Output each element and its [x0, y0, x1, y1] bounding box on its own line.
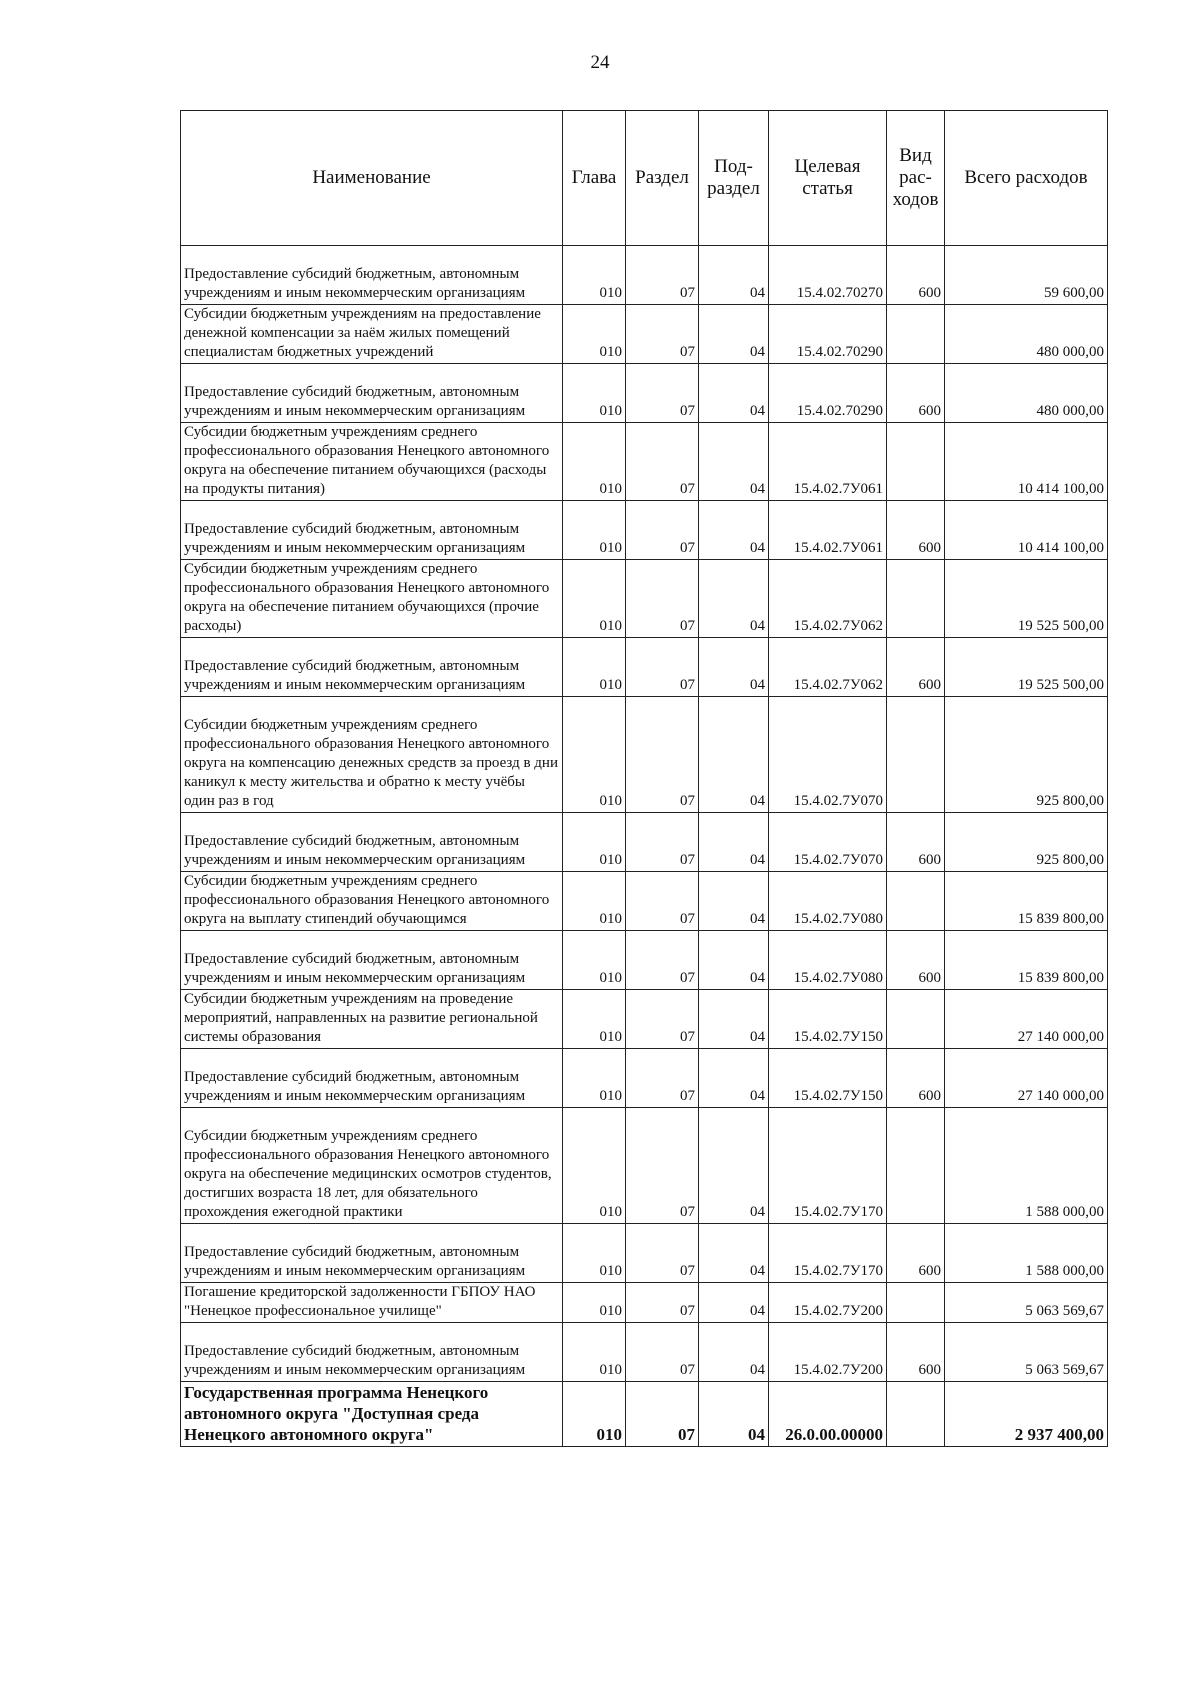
cell-tselevaya — [769, 364, 887, 423]
cell-tselevaya — [769, 1049, 887, 1108]
cell-vid-text: 600 — [918, 677, 941, 693]
cell-glava — [563, 560, 626, 638]
cell-podrazdel-text: 04 — [750, 1204, 765, 1220]
cell-name-text: Предоставление субсидий бюджетным, автономным учреждениям и иным некоммерческим организациям — [184, 384, 526, 419]
cell-name-text: Предоставление субсидий бюджетным, автономным учреждениям и иным некоммерческим организациям — [184, 521, 526, 556]
table-row — [181, 638, 1108, 697]
cell-name — [181, 1323, 563, 1382]
cell-tselevaya — [769, 1108, 887, 1224]
cell-total-text: 925 800,00 — [1036, 852, 1104, 868]
cell-razdel-text: 07 — [680, 403, 695, 419]
cell-tselevaya-text: 15.4.02.7У070 — [793, 852, 883, 868]
cell-podrazdel-text: 04 — [750, 1303, 765, 1319]
cell-podrazdel-text: 04 — [750, 793, 765, 809]
cell-total-text: 1 588 000,00 — [1025, 1204, 1104, 1220]
table-row — [181, 1283, 1108, 1323]
table-row — [181, 305, 1108, 364]
cell-podrazdel — [699, 1323, 769, 1382]
cell-total — [945, 1049, 1108, 1108]
cell-glava-text: 010 — [599, 970, 622, 986]
cell-name-text: Субсидии бюджетным учреждениям среднего профессионального образования Ненецкого автономного округа на обеспечение медицинских осмотров студентов, достигших возраста 18 лет, для обязательного прохождения ежегодной практики — [184, 1128, 552, 1220]
cell-total-text: 1 588 000,00 — [1025, 1263, 1104, 1279]
cell-podrazdel — [699, 246, 769, 305]
cell-glava — [563, 423, 626, 501]
cell-podrazdel-text: 04 — [750, 618, 765, 634]
cell-razdel-text: 07 — [680, 1088, 695, 1104]
cell-tselevaya — [769, 1224, 887, 1283]
cell-total — [945, 305, 1108, 364]
cell-name — [181, 1049, 563, 1108]
cell-podrazdel — [699, 501, 769, 560]
col-header-glava: Глава — [563, 111, 626, 246]
cell-name-text: Предоставление субсидий бюджетным, автономным учреждениям и иным некоммерческим организациям — [184, 1069, 526, 1104]
cell-tselevaya — [769, 1283, 887, 1323]
cell-total-text: 5 063 569,67 — [1025, 1362, 1104, 1378]
cell-glava — [563, 305, 626, 364]
cell-razdel — [626, 990, 699, 1049]
cell-total — [945, 1108, 1108, 1224]
col-header-razdel: Раздел — [626, 111, 699, 246]
cell-name-text: Субсидии бюджетным учреждениям на проведение мероприятий, направленных на развитие региональной системы образования — [184, 991, 538, 1045]
table-row — [181, 364, 1108, 423]
cell-name — [181, 423, 563, 501]
cell-name-text: Субсидии бюджетным учреждениям среднего профессионального образования Ненецкого автономного округа на выплату стипендий обучающимся — [184, 873, 550, 927]
cell-tselevaya-text: 15.4.02.7У061 — [793, 481, 883, 497]
cell-podrazdel-text: 04 — [750, 481, 765, 497]
table-row — [181, 560, 1108, 638]
cell-podrazdel — [699, 990, 769, 1049]
cell-tselevaya-text: 15.4.02.7У080 — [793, 970, 883, 986]
cell-vid — [887, 501, 945, 560]
cell-total — [945, 246, 1108, 305]
cell-vid-text: 600 — [918, 1088, 941, 1104]
cell-tselevaya — [769, 638, 887, 697]
cell-razdel-text: 07 — [680, 540, 695, 556]
cell-razdel-text: 07 — [680, 911, 695, 927]
cell-total-text: 5 063 569,67 — [1025, 1303, 1104, 1319]
cell-name-text: Предоставление субсидий бюджетным, автономным учреждениям и иным некоммерческим организациям — [184, 1244, 526, 1279]
cell-tselevaya — [769, 560, 887, 638]
table-row — [181, 1382, 1108, 1447]
cell-total — [945, 501, 1108, 560]
cell-razdel — [626, 364, 699, 423]
cell-tselevaya-text: 15.4.02.7У150 — [793, 1029, 883, 1045]
cell-razdel — [626, 305, 699, 364]
cell-name — [181, 501, 563, 560]
cell-total — [945, 1283, 1108, 1323]
cell-razdel — [626, 697, 699, 813]
cell-razdel — [626, 1382, 699, 1447]
cell-name-text: Предоставление субсидий бюджетным, автономным учреждениям и иным некоммерческим организациям — [184, 266, 526, 301]
cell-razdel — [626, 1108, 699, 1224]
cell-glava — [563, 1224, 626, 1283]
cell-total — [945, 813, 1108, 872]
cell-razdel — [626, 813, 699, 872]
cell-glava — [563, 813, 626, 872]
table-row — [181, 931, 1108, 990]
cell-total — [945, 560, 1108, 638]
table-row — [181, 501, 1108, 560]
cell-razdel — [626, 872, 699, 931]
table-row — [181, 246, 1108, 305]
cell-name-text: Субсидии бюджетным учреждениям среднего профессионального образования Ненецкого автономного округа на компенсацию денежных средств за проезд в дни каникул к месту жительства и обратно к месту учёбы один раз в год — [184, 717, 558, 809]
cell-tselevaya — [769, 501, 887, 560]
cell-glava-text: 010 — [599, 1088, 622, 1104]
cell-razdel-text: 07 — [680, 677, 695, 693]
cell-total — [945, 423, 1108, 501]
cell-razdel-text: 07 — [680, 285, 695, 301]
cell-name-text: Предоставление субсидий бюджетным, автономным учреждениям и иным некоммерческим организациям — [184, 951, 526, 986]
cell-tselevaya — [769, 1323, 887, 1382]
cell-vid — [887, 1224, 945, 1283]
cell-total-text: 10 414 100,00 — [1017, 481, 1104, 497]
cell-glava-text: 010 — [599, 285, 622, 301]
cell-tselevaya — [769, 423, 887, 501]
cell-total — [945, 697, 1108, 813]
cell-tselevaya-text: 15.4.02.7У070 — [793, 793, 883, 809]
cell-razdel-text: 07 — [680, 970, 695, 986]
cell-vid — [887, 364, 945, 423]
cell-tselevaya — [769, 305, 887, 364]
cell-razdel — [626, 1323, 699, 1382]
cell-podrazdel — [699, 1108, 769, 1224]
cell-glava — [563, 638, 626, 697]
cell-razdel-text: 07 — [680, 793, 695, 809]
cell-glava — [563, 364, 626, 423]
cell-glava — [563, 1283, 626, 1323]
budget-table — [180, 110, 1108, 1447]
cell-vid — [887, 1049, 945, 1108]
cell-podrazdel — [699, 364, 769, 423]
cell-total-text: 59 600,00 — [1044, 285, 1104, 301]
col-header-vid: Вид рас- ходов — [887, 111, 945, 246]
cell-podrazdel-text: 04 — [750, 540, 765, 556]
cell-total-text: 2 937 400,00 — [1014, 1425, 1104, 1444]
cell-name — [181, 364, 563, 423]
table-row — [181, 1224, 1108, 1283]
cell-name — [181, 246, 563, 305]
cell-podrazdel-text: 04 — [750, 285, 765, 301]
cell-total-text: 925 800,00 — [1036, 793, 1104, 809]
cell-tselevaya — [769, 697, 887, 813]
cell-podrazdel-text: 04 — [750, 1029, 765, 1045]
cell-podrazdel — [699, 560, 769, 638]
cell-tselevaya — [769, 1382, 887, 1447]
table-row — [181, 1323, 1108, 1382]
cell-vid — [887, 697, 945, 813]
cell-podrazdel — [699, 931, 769, 990]
cell-tselevaya-text: 15.4.02.70270 — [796, 285, 883, 301]
cell-tselevaya — [769, 872, 887, 931]
cell-tselevaya — [769, 813, 887, 872]
cell-podrazdel-text: 04 — [748, 1425, 765, 1444]
cell-vid-text: 600 — [918, 403, 941, 419]
cell-name — [181, 813, 563, 872]
cell-total — [945, 1323, 1108, 1382]
cell-razdel-text: 07 — [680, 481, 695, 497]
cell-vid — [887, 813, 945, 872]
col-header-name: Наименование — [181, 111, 563, 246]
table-row — [181, 990, 1108, 1049]
col-header-tselevaya: Целевая статья — [769, 111, 887, 246]
cell-vid — [887, 246, 945, 305]
cell-name-text: Погашение кредиторской задолженности ГБПОУ НАО "Ненецкое профессиональное училище" — [184, 1284, 536, 1319]
cell-tselevaya-text: 15.4.02.70290 — [796, 403, 883, 419]
cell-podrazdel-text: 04 — [750, 344, 765, 360]
cell-name — [181, 1283, 563, 1323]
table-header-row — [181, 111, 1108, 246]
cell-razdel — [626, 423, 699, 501]
cell-glava — [563, 697, 626, 813]
cell-name — [181, 931, 563, 990]
cell-vid — [887, 423, 945, 501]
cell-total — [945, 872, 1108, 931]
cell-razdel-text: 07 — [680, 852, 695, 868]
cell-podrazdel-text: 04 — [750, 911, 765, 927]
cell-glava-text: 010 — [599, 481, 622, 497]
table-row — [181, 423, 1108, 501]
cell-razdel — [626, 501, 699, 560]
cell-tselevaya-text: 15.4.02.7У062 — [793, 677, 883, 693]
cell-vid — [887, 638, 945, 697]
cell-glava-text: 010 — [599, 793, 622, 809]
cell-name-text: Государственная программа Ненецкого автономного округа "Доступная среда Ненецкого автономного округа" — [184, 1383, 489, 1444]
cell-glava — [563, 1382, 626, 1447]
cell-tselevaya-text: 15.4.02.7У150 — [793, 1088, 883, 1104]
table-row — [181, 697, 1108, 813]
cell-tselevaya-text: 15.4.02.7У200 — [793, 1303, 883, 1319]
cell-glava — [563, 990, 626, 1049]
col-header-podrazdel: Под- раздел — [699, 111, 769, 246]
cell-glava-text: 010 — [599, 852, 622, 868]
cell-podrazdel-text: 04 — [750, 677, 765, 693]
cell-podrazdel — [699, 1224, 769, 1283]
cell-glava — [563, 1323, 626, 1382]
cell-podrazdel-text: 04 — [750, 852, 765, 868]
cell-podrazdel — [699, 872, 769, 931]
cell-vid — [887, 1382, 945, 1447]
cell-name-text: Субсидии бюджетным учреждениям среднего профессионального образования Ненецкого автономного округа на обеспечение питанием обучающихся (прочие расходы) — [184, 561, 550, 634]
cell-vid-text: 600 — [918, 285, 941, 301]
cell-glava — [563, 872, 626, 931]
cell-glava-text: 010 — [596, 1425, 622, 1444]
cell-vid — [887, 560, 945, 638]
cell-razdel-text: 07 — [680, 1204, 695, 1220]
cell-tselevaya — [769, 246, 887, 305]
cell-podrazdel-text: 04 — [750, 403, 765, 419]
cell-glava — [563, 931, 626, 990]
cell-total-text: 480 000,00 — [1036, 344, 1104, 360]
cell-razdel — [626, 638, 699, 697]
cell-name — [181, 305, 563, 364]
cell-total-text: 27 140 000,00 — [1017, 1029, 1104, 1045]
cell-glava-text: 010 — [599, 1204, 622, 1220]
cell-total-text: 15 839 800,00 — [1017, 911, 1104, 927]
cell-vid-text: 600 — [918, 540, 941, 556]
cell-podrazdel — [699, 638, 769, 697]
cell-podrazdel-text: 04 — [750, 1263, 765, 1279]
cell-vid — [887, 931, 945, 990]
cell-glava-text: 010 — [599, 1263, 622, 1279]
cell-name-text: Предоставление субсидий бюджетным, автономным учреждениям и иным некоммерческим организациям — [184, 833, 526, 868]
cell-podrazdel — [699, 813, 769, 872]
cell-tselevaya-text: 15.4.02.7У200 — [793, 1362, 883, 1378]
cell-vid — [887, 872, 945, 931]
cell-vid-text: 600 — [918, 1263, 941, 1279]
cell-total — [945, 990, 1108, 1049]
cell-glava — [563, 246, 626, 305]
cell-total-text: 27 140 000,00 — [1017, 1088, 1104, 1104]
cell-podrazdel-text: 04 — [750, 1362, 765, 1378]
cell-razdel — [626, 1049, 699, 1108]
cell-razdel-text: 07 — [678, 1425, 695, 1444]
cell-vid — [887, 305, 945, 364]
cell-podrazdel-text: 04 — [750, 970, 765, 986]
cell-razdel-text: 07 — [680, 1029, 695, 1045]
cell-total — [945, 364, 1108, 423]
cell-total — [945, 1224, 1108, 1283]
cell-vid-text: 600 — [918, 1362, 941, 1378]
cell-name — [181, 872, 563, 931]
cell-glava — [563, 1049, 626, 1108]
cell-glava-text: 010 — [599, 344, 622, 360]
cell-name — [181, 1108, 563, 1224]
cell-glava-text: 010 — [599, 1362, 622, 1378]
cell-name-text: Предоставление субсидий бюджетным, автономным учреждениям и иным некоммерческим организациям — [184, 658, 526, 693]
cell-glava — [563, 501, 626, 560]
cell-vid — [887, 1323, 945, 1382]
cell-name-text: Субсидии бюджетным учреждениям среднего профессионального образования Ненецкого автономного округа на обеспечение питанием обучающихся (расходы на продукты питания) — [184, 424, 550, 497]
cell-glava-text: 010 — [599, 403, 622, 419]
cell-tselevaya-text: 15.4.02.7У061 — [793, 540, 883, 556]
table-row — [181, 1049, 1108, 1108]
table-row — [181, 1108, 1108, 1224]
cell-razdel — [626, 246, 699, 305]
cell-vid-text: 600 — [918, 852, 941, 868]
cell-tselevaya-text: 15.4.02.70290 — [796, 344, 883, 360]
cell-total-text: 10 414 100,00 — [1017, 540, 1104, 556]
cell-razdel — [626, 931, 699, 990]
cell-razdel — [626, 560, 699, 638]
cell-razdel-text: 07 — [680, 1263, 695, 1279]
cell-tselevaya-text: 15.4.02.7У170 — [793, 1263, 883, 1279]
cell-glava — [563, 1108, 626, 1224]
cell-glava-text: 010 — [599, 1029, 622, 1045]
cell-razdel — [626, 1224, 699, 1283]
cell-tselevaya — [769, 931, 887, 990]
cell-name — [181, 638, 563, 697]
cell-name — [181, 697, 563, 813]
cell-podrazdel — [699, 1382, 769, 1447]
cell-podrazdel — [699, 697, 769, 813]
cell-name — [181, 990, 563, 1049]
cell-tselevaya-text: 26.0.00.00000 — [785, 1425, 883, 1444]
cell-total-text: 15 839 800,00 — [1017, 970, 1104, 986]
cell-glava-text: 010 — [599, 911, 622, 927]
cell-name — [181, 1382, 563, 1447]
cell-glava-text: 010 — [599, 1303, 622, 1319]
cell-tselevaya-text: 15.4.02.7У080 — [793, 911, 883, 927]
cell-podrazdel — [699, 1283, 769, 1323]
cell-vid — [887, 1108, 945, 1224]
cell-podrazdel — [699, 305, 769, 364]
cell-total — [945, 931, 1108, 990]
page-number: 24 — [590, 52, 610, 73]
cell-name-text: Субсидии бюджетным учреждениям на предоставление денежной компенсации за наём жилых помещений специалистам бюджетных учреждений — [184, 306, 541, 360]
cell-tselevaya — [769, 990, 887, 1049]
cell-razdel-text: 07 — [680, 1303, 695, 1319]
cell-name — [181, 560, 563, 638]
cell-podrazdel — [699, 423, 769, 501]
cell-total-text: 19 525 500,00 — [1017, 618, 1104, 634]
cell-vid-text: 600 — [918, 970, 941, 986]
cell-razdel — [626, 1283, 699, 1323]
cell-razdel-text: 07 — [680, 618, 695, 634]
cell-name-text: Предоставление субсидий бюджетным, автономным учреждениям и иным некоммерческим организациям — [184, 1343, 526, 1378]
cell-name — [181, 1224, 563, 1283]
cell-vid — [887, 990, 945, 1049]
cell-vid — [887, 1283, 945, 1323]
cell-total — [945, 1382, 1108, 1447]
cell-total-text: 480 000,00 — [1036, 403, 1104, 419]
cell-podrazdel-text: 04 — [750, 1088, 765, 1104]
cell-razdel-text: 07 — [680, 344, 695, 360]
cell-total — [945, 638, 1108, 697]
cell-razdel-text: 07 — [680, 1362, 695, 1378]
col-header-total: Всего расходов — [945, 111, 1108, 246]
cell-glava-text: 010 — [599, 540, 622, 556]
cell-total-text: 19 525 500,00 — [1017, 677, 1104, 693]
cell-tselevaya-text: 15.4.02.7У170 — [793, 1204, 883, 1220]
cell-tselevaya-text: 15.4.02.7У062 — [793, 618, 883, 634]
table-row — [181, 872, 1108, 931]
cell-podrazdel — [699, 1049, 769, 1108]
cell-glava-text: 010 — [599, 618, 622, 634]
cell-glava-text: 010 — [599, 677, 622, 693]
table-row — [181, 813, 1108, 872]
